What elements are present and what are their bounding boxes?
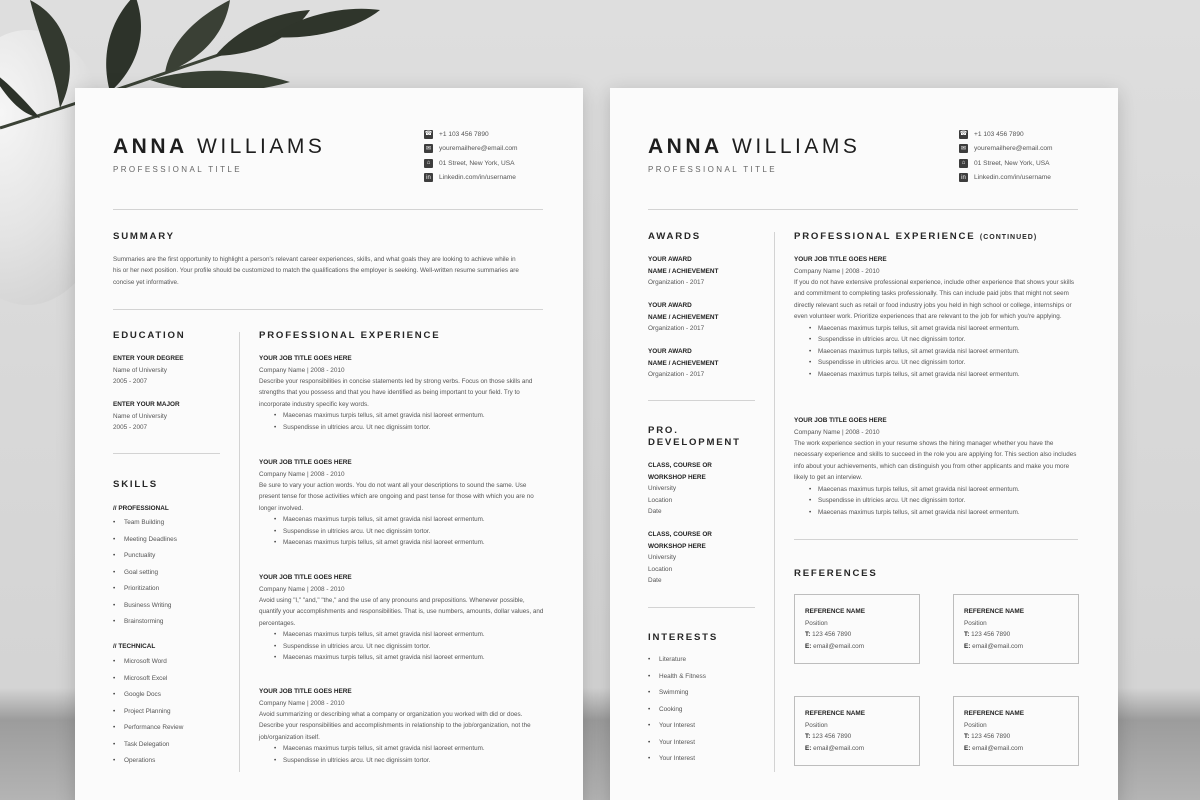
job-entry [259,572,544,664]
award-entry: YOUR AWARD NAME / ACHIEVEMENT Organization - 2017 [648,302,719,332]
job-bullets [259,514,544,549]
reference-card: REFERENCE NAME Position T: 123 456 7890 E: email@email.com [953,594,1079,664]
contact-phone: ☎ +1 103 456 7890 [424,130,489,138]
job-title: YOUR JOB TITLE GOES HERE [259,459,352,466]
job-entry [794,415,1079,518]
candidate-name: ANNA WILLIAMS [113,135,326,158]
list-item: • Suspendisse in ultricies arcu. Ut nec dignissim tortor. [818,495,1079,507]
list-item: • Maecenas maximus turpis tellus, sit amet gravida nisl laoreet ermentum. [283,410,544,422]
list-item: • Business Writing [113,602,177,619]
reference-card: REFERENCE NAME Position T: 123 456 7890 E: email@email.com [794,696,920,766]
list-item: • Microsoft Word [113,658,183,675]
list-item: • Suspendisse in ultricies arcu. Ut nec dignissim tortor. [283,755,544,767]
list-item: • Maecenas maximus turpis tellus, sit amet gravida nisl laoreet ermentum. [818,323,1079,335]
job-description: If you do not have extensive professional experience, include other experience that shows your skills and commitment to completing tasks professionally. This can include paid jobs that might not seem directly relevant such as retail or food industry jobs you held in high school or college, internships or even volunteer work. Prioritize experiences that are relevant to the job for which you're applying. [794,279,1075,321]
contact-list [959,127,1053,185]
job-bullets [259,629,544,664]
job-company: Company Name | 2008 - 2010 [794,267,880,275]
list-item: • Maecenas maximus turpis tellus, sit amet gravida nisl laoreet ermentum. [283,629,544,641]
list-item: • Suspendisse in ultricies arcu. Ut nec dignissim tortor. [283,641,544,653]
list-item: • Suspendisse in ultricies arcu. Ut nec dignissim tortor. [283,422,544,434]
contact-phone: ☎ +1 103 456 7890 [959,130,1024,138]
list-item: • Cooking [648,706,706,723]
resume-page-1 [75,88,583,800]
job-bullets [794,323,1079,381]
home-icon: ⌂ [424,159,433,168]
contact-address: ⌂ 01 Street, New York, USA [424,156,518,171]
pro-development-divider [648,607,755,608]
course-entry: CLASS, COURSE OR WORKSHOP HERE University Location Date [648,462,712,515]
job-title: YOUR JOB TITLE GOES HERE [259,355,352,362]
list-item: • Maecenas maximus turpis tellus, sit amet gravida nisl laoreet ermentum. [818,507,1079,519]
job-entry [259,686,544,766]
job-bullets [794,484,1079,519]
reference-card: REFERENCE NAME Position T: 123 456 7890 E: email@email.com [953,696,1079,766]
list-item: • Team Building [113,519,177,536]
linkedin-icon: in [424,173,433,182]
reference-card: REFERENCE NAME Position T: 123 456 7890 E: email@email.com [794,594,920,664]
job-company: Company Name | 2008 - 2010 [259,585,345,593]
job-title: YOUR JOB TITLE GOES HERE [259,574,352,581]
job-bullets [259,743,544,766]
job-description: Avoid summarizing or describing what a company or organization you worked with did or does. Describe your responsibilities and accomplishments in relationship to the job/organization, not the job/organization itself. [259,711,531,741]
professional-title: PROFESSIONAL TITLE [113,165,243,174]
summary-text: Summaries are the first opportunity to highlight a person's relevant career experiences, skills, and what goals they are looking to achieve while in his or her next position. Your profile should be customized to match the qualifications the employer is seeking. Well-written resume summaries are concise yet informative. [113,256,519,286]
list-item: • Meeting Deadlines [113,536,177,553]
list-item: • Microsoft Excel [113,675,183,692]
list-item: • Maecenas maximus turpis tellus, sit amet gravida nisl laoreet ermentum. [283,652,544,664]
education-heading: EDUCATION [113,330,186,341]
experience-heading: PROFESSIONAL EXPERIENCE (CONTINUED) [794,231,1038,242]
professional-skills-list [113,519,177,635]
phone-icon: ☎ [424,131,433,138]
list-item: • Prioritization [113,585,177,602]
mail-icon: ✉ [960,145,967,152]
pro-development-heading: PRO. DEVELOPMENT [648,425,741,448]
column-divider [774,232,775,772]
list-item: • Your Interest [648,739,706,756]
contact-email: ✉ youremailhere@email.com [960,145,1053,153]
list-item: • Maecenas maximus turpis tellus, sit amet gravida nisl laoreet ermentum. [818,369,1079,381]
contact-email: ✉ youremailhere@email.com [425,145,518,153]
summary-divider [113,309,543,310]
awards-heading: AWARDS [648,231,701,242]
phone-icon: ☎ [959,131,968,138]
education-entry: ENTER YOUR MAJOR Name of University 2005 - 2007 [113,401,180,431]
list-item: • Goal setting [113,569,177,586]
list-item: • Suspendisse in ultricies arcu. Ut nec dignissim tortor. [818,357,1079,369]
course-entry: CLASS, COURSE OR WORKSHOP HERE University Location Date [648,531,712,584]
skills-technical-label: // TECHNICAL [113,643,156,650]
job-bullets [259,410,544,433]
education-divider [113,453,220,454]
contact-linkedin: in Linkedin.com/in/username [959,171,1053,186]
list-item: • Maecenas maximus turpis tellus, sit amet gravida nisl laoreet ermentum. [818,484,1079,496]
list-item: • Project Planning [113,708,183,725]
list-item: • Brainstorming [113,618,177,635]
header-divider [648,209,1078,210]
award-entry: YOUR AWARD NAME / ACHIEVEMENT Organization - 2017 [648,348,719,378]
job-description: Avoid using "I," "and," "the," and the use of any pronouns and prepositions. Whenever possible, quantify your accomplishments and responsibilities. That is, use numbers, amounts, dollar values, and percentages. [259,597,544,627]
job-title: YOUR JOB TITLE GOES HERE [794,256,887,263]
interests-list [648,656,706,772]
job-company: Company Name | 2008 - 2010 [794,428,880,436]
summary-heading: SUMMARY [113,231,175,242]
interests-heading: INTERESTS [648,632,719,643]
mail-icon: ✉ [425,145,432,152]
references-heading: REFERENCES [794,568,878,579]
job-description: The work experience section in your resume shows the hiring manager whether you have the necessary experience and skills to succeed in the role you are applying for. This section also includes info about your achievements, which can distinguish you from other applicants and make you more likely to get an interview. [794,440,1077,482]
contact-address: ⌂ 01 Street, New York, USA [959,156,1053,171]
professional-title: PROFESSIONAL TITLE [648,165,778,174]
list-item: • Maecenas maximus turpis tellus, sit amet gravida nisl laoreet ermentum. [283,514,544,526]
column-divider [239,332,240,772]
awards-divider [648,400,755,401]
job-company: Company Name | 2008 - 2010 [259,470,345,478]
list-item: • Suspendisse in ultricies arcu. Ut nec dignissim tortor. [283,526,544,538]
skills-heading: SKILLS [113,479,158,490]
list-item: • Your Interest [648,755,706,772]
list-item: • Your Interest [648,722,706,739]
list-item: • Health & Fitness [648,673,706,690]
job-title: YOUR JOB TITLE GOES HERE [259,688,352,695]
technical-skills-list [113,658,183,774]
list-item: • Task Delegation [113,741,183,758]
home-icon: ⌂ [959,159,968,168]
list-item: • Google Docs [113,691,183,708]
header-divider [113,209,543,210]
job-company: Company Name | 2008 - 2010 [259,699,345,707]
continued-label: (CONTINUED) [979,234,1038,241]
list-item: • Operations [113,757,183,774]
job-entry [259,353,544,433]
job-company: Company Name | 2008 - 2010 [259,366,345,374]
list-item: • Maecenas maximus turpis tellus, sit amet gravida nisl laoreet ermentum. [818,346,1079,358]
contact-linkedin: in Linkedin.com/in/username [424,171,518,186]
list-item: • Performance Review [113,724,183,741]
linkedin-icon: in [959,173,968,182]
list-item: • Maecenas maximus turpis tellus, sit amet gravida nisl laoreet ermentum. [283,743,544,755]
experience-divider [794,539,1078,540]
list-item: • Literature [648,656,706,673]
candidate-name: ANNA WILLIAMS [648,135,861,158]
experience-heading: PROFESSIONAL EXPERIENCE [259,330,441,341]
contact-list [424,127,518,185]
award-entry: YOUR AWARD NAME / ACHIEVEMENT Organization - 2017 [648,256,719,286]
job-entry [259,457,544,549]
job-entry [794,254,1079,381]
list-item: • Punctuality [113,552,177,569]
resume-page-2 [610,88,1118,800]
job-description: Be sure to vary your action words. You do not want all your descriptions to sound the same. Use present tense for those activities which are ongoing and past tense for those with which you are no longer involved. [259,482,534,512]
list-item: • Suspendisse in ultricies arcu. Ut nec dignissim tortor. [818,334,1079,346]
list-item: • Swimming [648,689,706,706]
education-entry: ENTER YOUR DEGREE Name of University 2005 - 2007 [113,355,184,385]
job-description: Describe your responsibilities in concise statements led by strong verbs. Focus on those skills and strengths that you possess and that you have identified as being important to your field. Try to incorporate industry specific key words. [259,378,533,408]
list-item: • Maecenas maximus turpis tellus, sit amet gravida nisl laoreet ermentum. [283,537,544,549]
skills-professional-label: // PROFESSIONAL [113,505,169,512]
job-title: YOUR JOB TITLE GOES HERE [794,417,887,424]
